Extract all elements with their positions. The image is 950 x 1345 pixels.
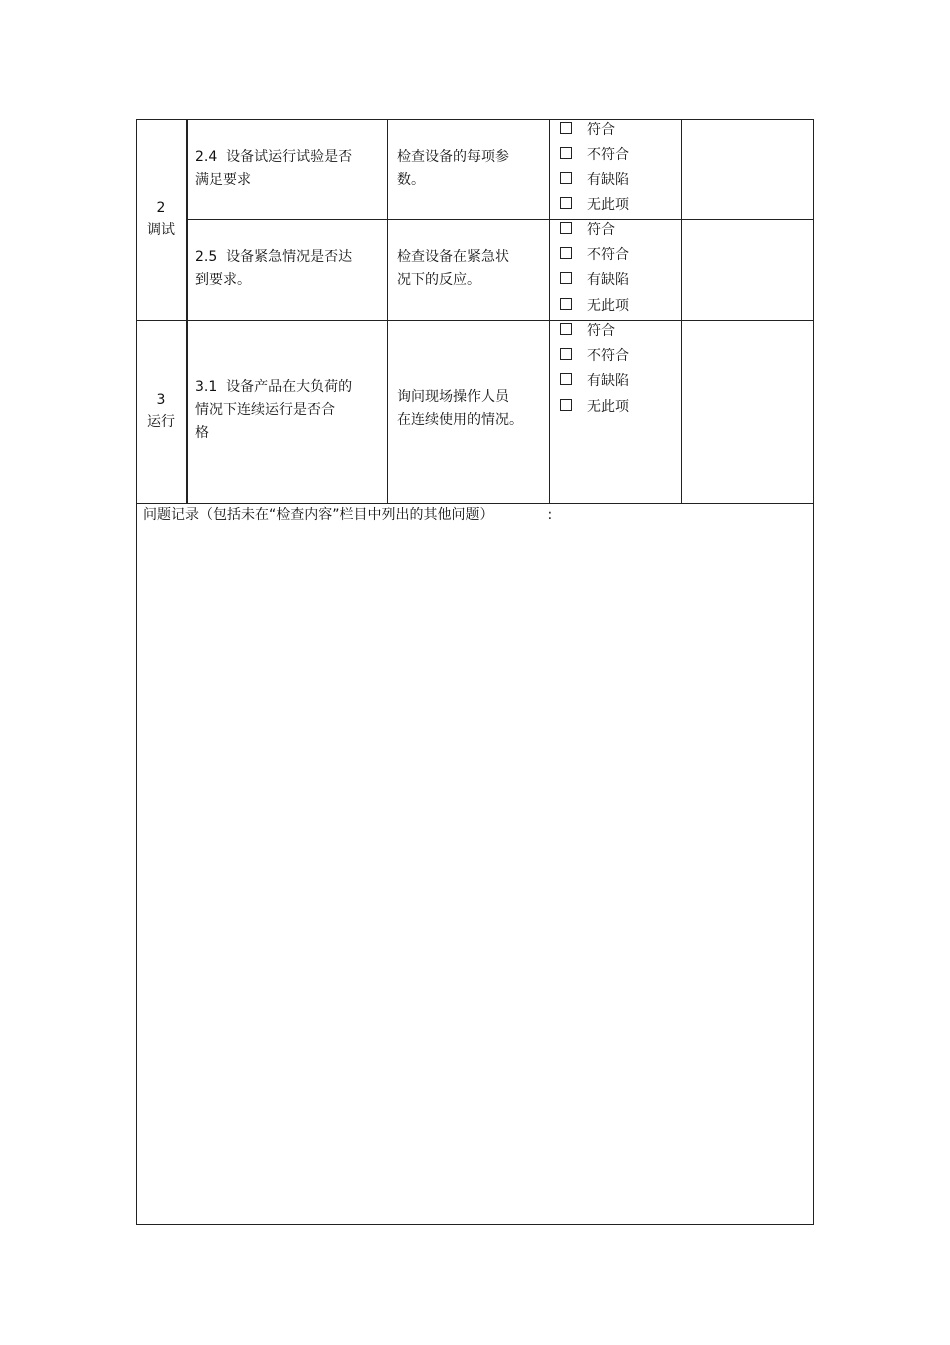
column-divider: [549, 119, 550, 503]
option-not-applicable[interactable]: 无此项: [560, 194, 629, 216]
option-conform[interactable]: 符合: [560, 219, 615, 241]
option-nonconform[interactable]: 不符合: [560, 244, 629, 266]
checkbox[interactable]: [560, 373, 572, 385]
check-method: 检查设备的每项参 数。: [397, 149, 509, 188]
row-divider: [136, 320, 814, 321]
check-method: 询问现场操作人员 在连续使用的情况。: [397, 389, 523, 428]
category-name: 调试: [147, 222, 175, 238]
column-divider: [187, 119, 188, 503]
notes-area[interactable]: [137, 528, 813, 1224]
checkbox[interactable]: [560, 323, 572, 335]
category-number: 3: [156, 392, 166, 408]
checkbox[interactable]: [560, 298, 572, 310]
option-not-applicable[interactable]: 无此项: [560, 295, 629, 317]
column-divider: [387, 119, 388, 503]
check-item: 3.1 设备产品在大负荷的 情况下连续运行是否合 格: [195, 379, 353, 441]
checkbox[interactable]: [560, 122, 572, 134]
checkbox[interactable]: [560, 399, 572, 411]
checkbox[interactable]: [560, 348, 572, 360]
checkbox[interactable]: [560, 222, 572, 234]
option-defect[interactable]: 有缺陷: [560, 370, 629, 392]
check-method: 检查设备在紧急状 况下的反应。: [397, 249, 509, 288]
option-defect[interactable]: 有缺陷: [560, 269, 629, 291]
row-divider: [187, 219, 814, 220]
check-item: 2.5 设备紧急情况是否达 到要求。: [195, 249, 353, 288]
category-cell: [136, 197, 186, 241]
notes-colon: :: [547, 507, 553, 523]
notes-label: 问题记录（包括未在“检查内容”栏目中列出的其他问题） :: [143, 507, 553, 523]
checkbox[interactable]: [560, 197, 572, 209]
option-nonconform[interactable]: 不符合: [560, 144, 629, 166]
option-nonconform[interactable]: 不符合: [560, 345, 629, 367]
category-name: 运行: [147, 414, 175, 430]
option-not-applicable[interactable]: 无此项: [560, 396, 629, 418]
column-divider: [681, 119, 682, 503]
checkbox[interactable]: [560, 147, 572, 159]
option-defect[interactable]: 有缺陷: [560, 169, 629, 191]
option-conform[interactable]: 符合: [560, 320, 615, 342]
category-number: 2: [156, 200, 166, 216]
category-cell: [136, 389, 186, 433]
checkbox[interactable]: [560, 172, 572, 184]
checkbox[interactable]: [560, 272, 572, 284]
check-item: 2.4 设备试运行试验是否 满足要求: [195, 149, 353, 188]
checkbox[interactable]: [560, 247, 572, 259]
option-conform[interactable]: 符合: [560, 119, 615, 141]
